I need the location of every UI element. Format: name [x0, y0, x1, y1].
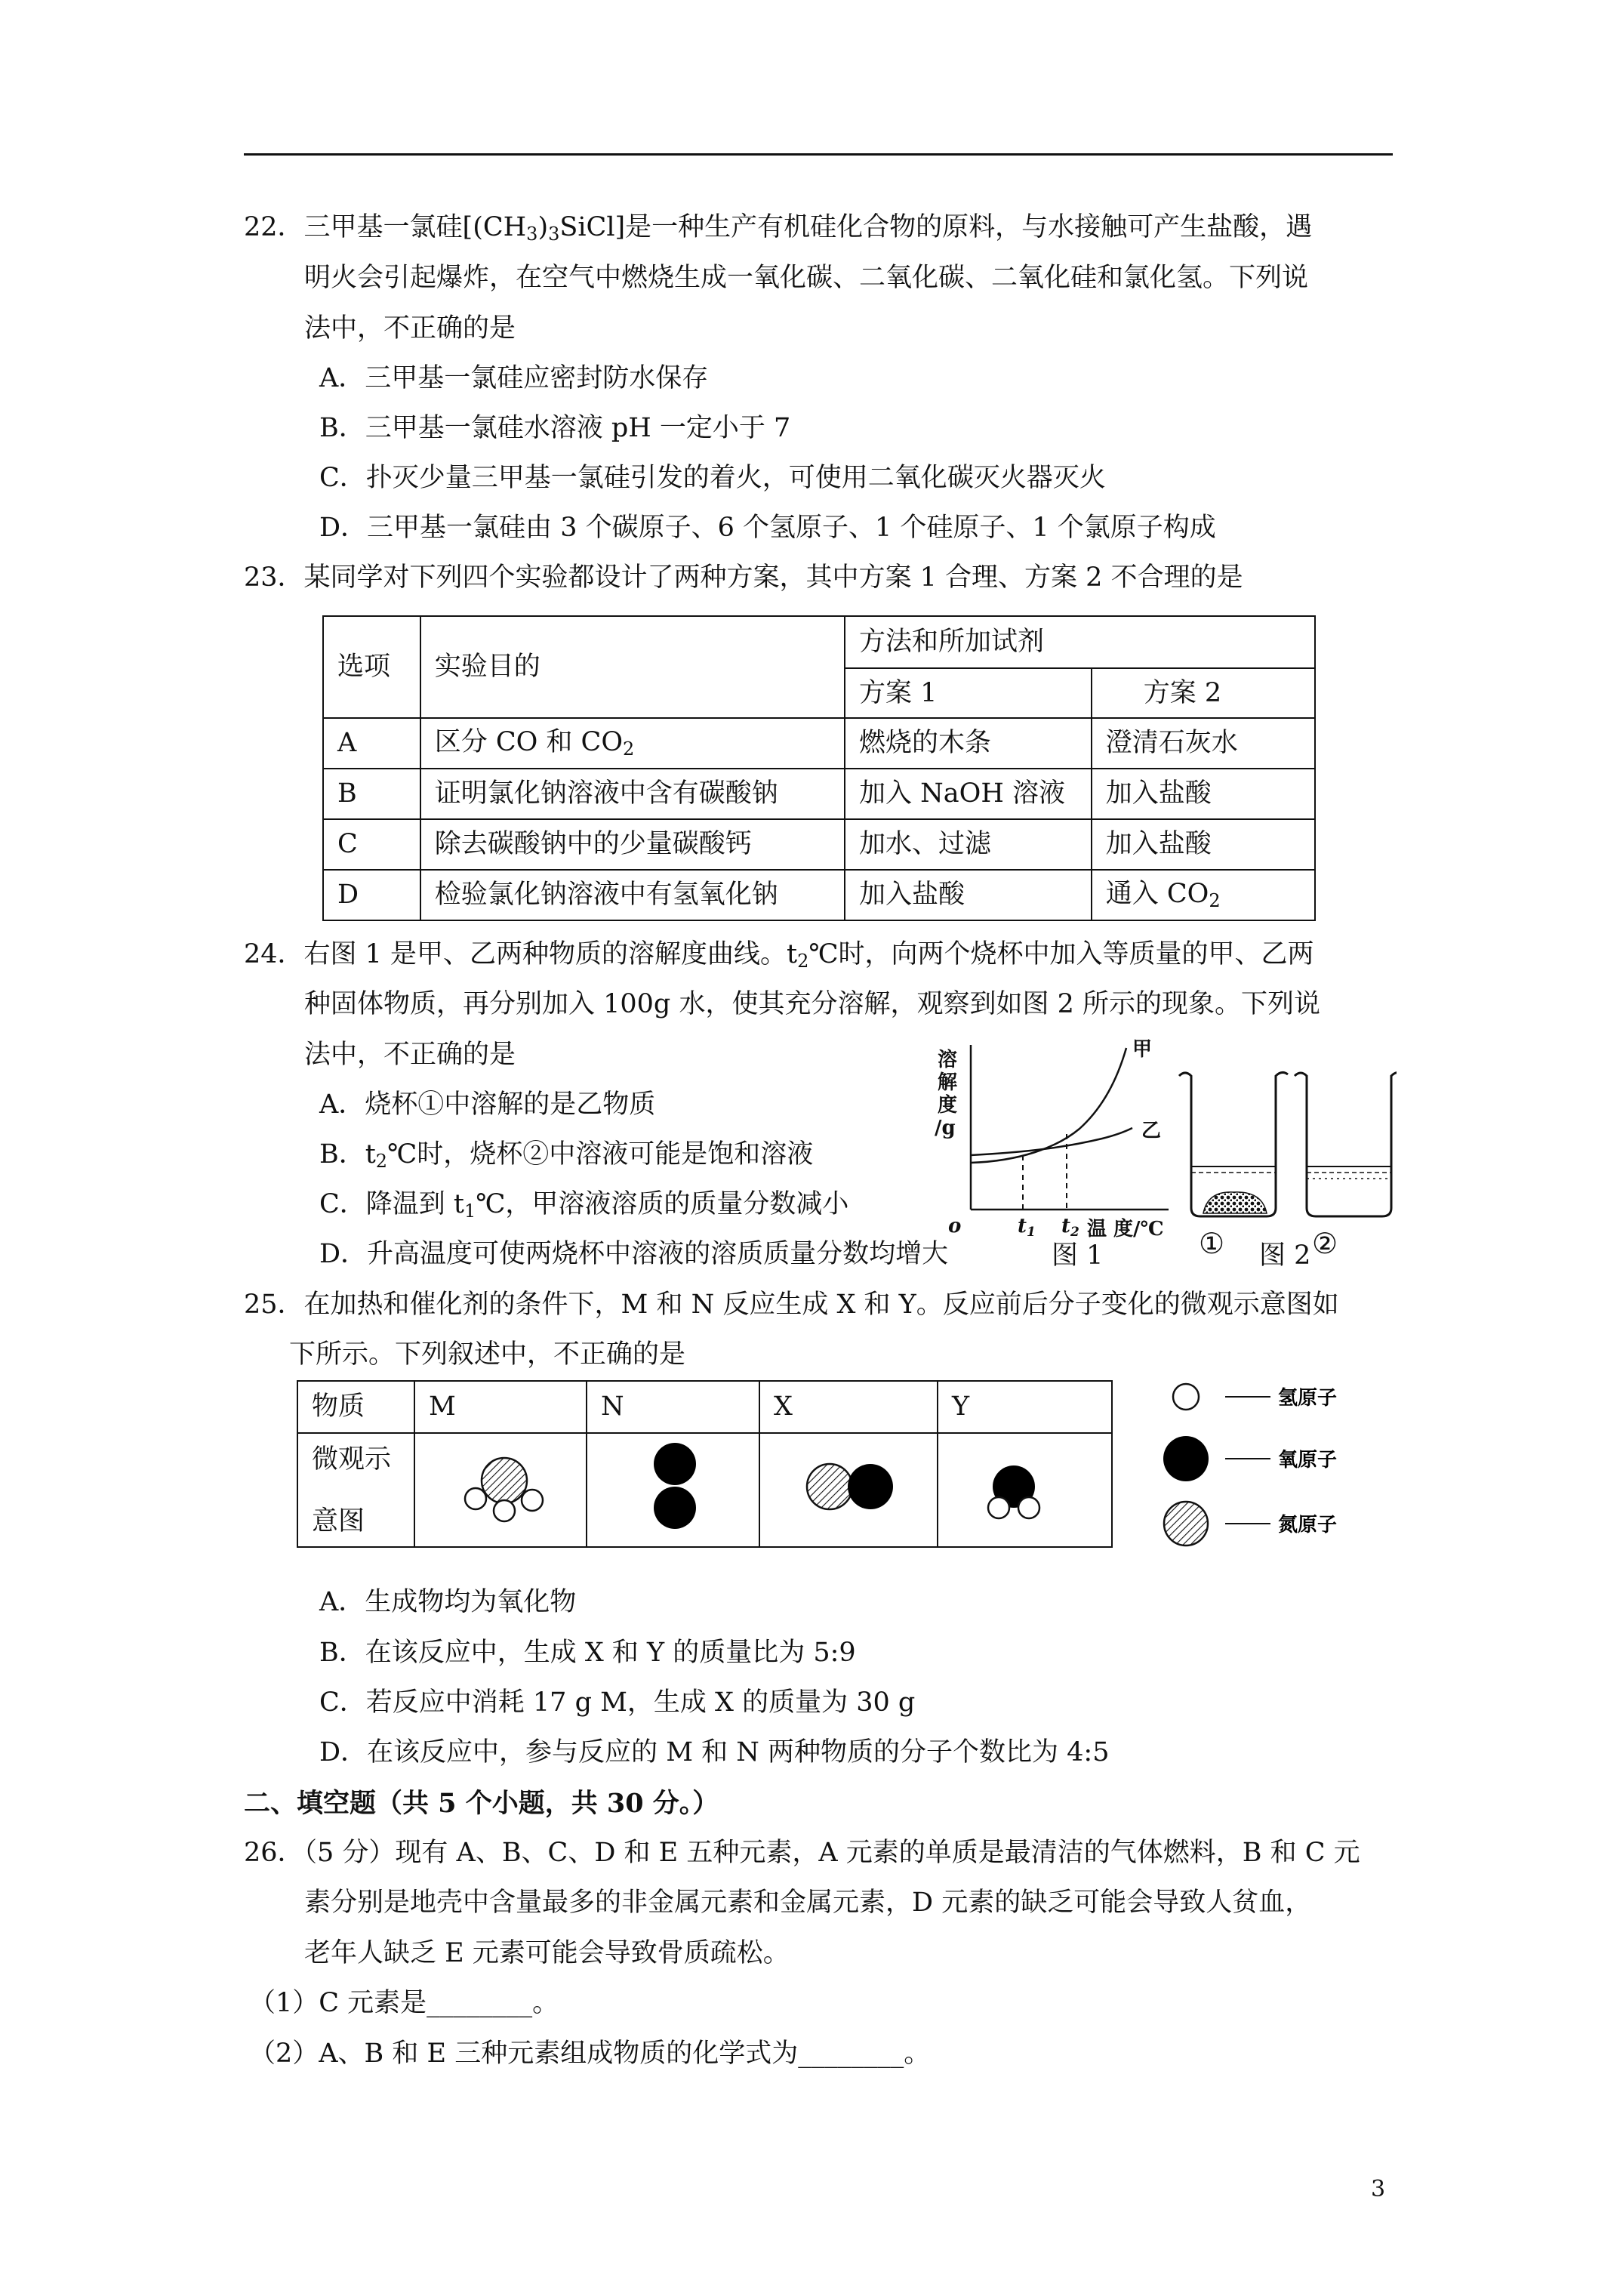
- q25-row-label-2: 意图: [312, 1505, 365, 1536]
- q23-head-method: 方法和所加试剂: [845, 616, 1315, 668]
- q22-option-b: B．三甲基一氯硅水溶液 pH 一定小于 7: [319, 413, 791, 443]
- q25-row-label: [297, 1433, 414, 1547]
- figure-1-caption: 图 1: [1052, 1240, 1104, 1271]
- graph-label-yi: 乙: [1141, 1120, 1162, 1142]
- curve-yi: [971, 1128, 1132, 1155]
- atom-legend: [1159, 1374, 1408, 1548]
- solubility-graph: [929, 1034, 1178, 1238]
- graph-ylabel-4: /g: [935, 1117, 956, 1139]
- q24-option-b-b: ℃时，烧杯②中溶液可能是饱和溶液: [387, 1139, 814, 1170]
- q25-option-a: A．生成物均为氧化物: [319, 1587, 577, 1617]
- q22-option-c: C．扑灭少量三甲基一氯硅引发的着火，可使用二氧化碳灭火器灭火: [319, 463, 1106, 493]
- section-2-heading: 二、填空题（共 5 个小题，共 30 分。）: [244, 1788, 719, 1819]
- q24-option-c-a: C．降温到 t: [319, 1189, 464, 1219]
- q23-row-a-purpose-sub: 2: [623, 738, 635, 760]
- legend-oxygen-label: 氧原子: [1278, 1449, 1338, 1472]
- q23-row-d-plan2: [1092, 870, 1315, 920]
- molecule-n-cell: [587, 1433, 759, 1547]
- beaker-1: [1179, 1072, 1288, 1216]
- q22-line2: 明火会引起爆炸，在空气中燃烧生成一氧化碳、二氧化碳、二氧化硅和氯化氢。下列说: [304, 263, 1309, 293]
- q23-row-a-opt: A: [323, 718, 420, 769]
- q23-row-a-plan1: 燃烧的木条: [845, 718, 1092, 769]
- molecule-m-cell: [414, 1433, 587, 1547]
- q24-line3: 法中，不正确的是: [304, 1040, 516, 1070]
- graph-t2: [1061, 1215, 1079, 1238]
- graph-t1: [1018, 1215, 1036, 1238]
- beaker-2-label: ②: [1312, 1227, 1338, 1260]
- q23-row-d-plan2-text: 通入 CO: [1105, 878, 1209, 909]
- q23-row-b-opt: B: [323, 769, 420, 819]
- q23-head-plan2: 方案 2: [1092, 668, 1315, 718]
- q23-table: [322, 615, 1316, 921]
- q24-option-c-sub: 1: [463, 1200, 476, 1222]
- q25-head-m: M: [414, 1381, 587, 1433]
- q22-line1-b: ): [537, 212, 549, 242]
- legend-nitrogen-symbol: [1164, 1502, 1208, 1546]
- q25-head-n: N: [587, 1381, 759, 1433]
- table-row: [323, 769, 1315, 819]
- q24-option-c-b: ℃，甲溶液溶质的质量分数减小: [476, 1189, 849, 1219]
- q25-row-label-1: 微观示: [312, 1444, 392, 1475]
- nitrogen-atom: [482, 1458, 527, 1503]
- q23-head-plan1: 方案 1: [845, 668, 1092, 718]
- hydrogen-atom: [1018, 1497, 1039, 1518]
- legend-oxygen-symbol: [1163, 1436, 1209, 1481]
- hydrogen-atom: [522, 1490, 543, 1511]
- q22-line1: [244, 214, 1312, 243]
- q26-sub2: （2）A、B 和 E 三种元素组成物质的化学式为________。: [249, 2039, 931, 2069]
- graph-ylabel-1: 溶: [938, 1049, 958, 1071]
- figure-2-caption: 图 2: [1259, 1240, 1311, 1271]
- beakers-figure: [1178, 1068, 1397, 1231]
- q26-line2: 素分别是地壳中含量最多的非金属元素和金属元素，D 元素的缺乏可能会导致人贫血，: [304, 1888, 1312, 1918]
- q26-sub1: （1）C 元素是________。: [249, 1988, 559, 2018]
- nitrogen-atom: [807, 1464, 852, 1509]
- q24-option-b-sub: 2: [375, 1151, 388, 1172]
- q23-row-d-plan1: 加入盐酸: [845, 870, 1092, 920]
- q22-sub2: 3: [548, 223, 560, 245]
- q25-head-substance: 物质: [297, 1381, 414, 1433]
- table-row: [323, 870, 1315, 920]
- q23-row-d-purpose: 检验氯化钠溶液中有氢氧化钠: [420, 870, 845, 920]
- q25-option-c: C．若反应中消耗 17 g M，生成 X 的质量为 30 g: [319, 1687, 916, 1718]
- q23-row-c-opt: C: [323, 819, 420, 870]
- graph-t1-sub: 1: [1027, 1225, 1036, 1238]
- hydrogen-atom: [988, 1497, 1009, 1518]
- q24-option-b: [319, 1139, 814, 1172]
- q23-head-purpose: 实验目的: [420, 616, 845, 718]
- q25-option-b: B．在该反应中，生成 X 和 Y 的质量比为 5:9: [319, 1638, 856, 1668]
- q23-row-c-plan1: 加水、过滤: [845, 819, 1092, 870]
- graph-ylabel-3: 度: [938, 1094, 958, 1117]
- q25-line2: 下所示。下列叙述中，不正确的是: [289, 1339, 686, 1370]
- undissolved-solid: [1203, 1192, 1267, 1213]
- q22-line1-a: 22．三甲基一氯硅[(CH: [244, 212, 527, 242]
- legend-hydrogen-symbol: [1173, 1384, 1199, 1410]
- q23-head-option: 选项: [323, 616, 420, 718]
- q25-head-x: X: [759, 1381, 938, 1433]
- q26-line1: 26．（5 分）现有 A、B、C、D 和 E 五种元素，A 元素的单质是最清洁的气体燃料，B 和 C 元: [244, 1838, 1360, 1868]
- molecule-n: [587, 1434, 759, 1541]
- q23-row-b-purpose: 证明氯化钠溶液中含有碳酸钠: [420, 769, 845, 819]
- q24-option-b-a: B．t: [319, 1139, 376, 1170]
- graph-t2-sub: 2: [1070, 1225, 1079, 1238]
- molecule-x-cell: [759, 1433, 938, 1547]
- graph-ylabel-2: 解: [938, 1071, 958, 1094]
- q25-table: [297, 1380, 1113, 1548]
- q24-option-d: D．升高温度可使两烧杯中溶液的溶质质量分数均增大: [319, 1239, 949, 1269]
- q24-option-c: [319, 1191, 848, 1220]
- q24-line1-sub: 2: [797, 951, 809, 972]
- legend-nitrogen-label: 氮原子: [1278, 1514, 1338, 1536]
- oxygen-atom: [848, 1464, 893, 1509]
- q25-head-y: Y: [938, 1381, 1112, 1433]
- oxygen-atom: [654, 1487, 696, 1529]
- page-number: 3: [1371, 2176, 1386, 2202]
- q23-row-b-plan1: 加入 NaOH 溶液: [845, 769, 1092, 819]
- q23-row-d-plan2-sub: 2: [1209, 889, 1221, 911]
- graph-origin: o: [948, 1215, 962, 1237]
- oxygen-atom: [654, 1443, 696, 1485]
- molecule-m: [415, 1434, 586, 1541]
- q23-row-c-purpose: 除去碳酸钠中的少量碳酸钙: [420, 819, 845, 870]
- header-rule: [244, 153, 1393, 156]
- q24-line1: [244, 939, 1314, 972]
- q25-line1: 25．在加热和催化剂的条件下，M 和 N 反应生成 X 和 Y。反应前后分子变化的微观示意图如: [244, 1290, 1339, 1320]
- q23-stem: 23．某同学对下列四个实验都设计了两种方案，其中方案 1 合理、方案 2 不合理的是: [244, 562, 1243, 593]
- q24-line2: 种固体物质，再分别加入 100g 水，使其充分溶解，观察到如图 2 所示的现象。下列说: [304, 989, 1320, 1019]
- q23-row-c-plan2: 加入盐酸: [1092, 819, 1315, 870]
- q23-row-b-plan2: 加入盐酸: [1092, 769, 1315, 819]
- graph-xlabel: 温 度/℃: [1087, 1218, 1164, 1238]
- graph-t1-text: t: [1018, 1215, 1027, 1237]
- molecule-y: [938, 1434, 1111, 1541]
- q25-option-d: D．在该反应中，参与反应的 M 和 N 两种物质的分子个数比为 4:5: [319, 1737, 1110, 1767]
- q23-row-d-opt: D: [323, 870, 420, 920]
- hydrogen-atom: [494, 1500, 515, 1521]
- q24-line1-b: ℃时，向两个烧杯中加入等质量的甲、乙两: [808, 939, 1314, 969]
- q23-row-a-plan2: 澄清石灰水: [1092, 718, 1315, 769]
- q24-option-a: A．烧杯①中溶解的是乙物质: [319, 1089, 656, 1120]
- curve-jia: [971, 1048, 1126, 1163]
- q24-line1-a: 24．右图 1 是甲、乙两种物质的溶解度曲线。t: [244, 939, 798, 969]
- hydrogen-atom: [465, 1488, 486, 1509]
- legend-hydrogen-label: 氢原子: [1278, 1387, 1338, 1410]
- graph-t2-text: t: [1061, 1215, 1071, 1237]
- q23-row-a-purpose-text: 区分 CO 和 CO: [434, 726, 624, 757]
- beaker-2: [1295, 1072, 1397, 1216]
- q22-option-d: D．三甲基一氯硅由 3 个碳原子、6 个氢原子、1 个硅原子、1 个氯原子构成: [319, 513, 1216, 543]
- q22-line3: 法中，不正确的是: [304, 313, 516, 344]
- q23-row-a-purpose: [420, 718, 845, 769]
- beaker-1-label: ①: [1199, 1227, 1225, 1260]
- molecule-y-cell: [938, 1433, 1112, 1547]
- q22-sub1: 3: [526, 223, 538, 245]
- table-row: [323, 718, 1315, 769]
- q22-option-a: A．三甲基一氯硅应密封防水保存: [319, 363, 709, 393]
- table-row: [323, 819, 1315, 870]
- q22-line1-c: SiCl]是一种生产有机硅化合物的原料，与水接触可产生盐酸，遇: [559, 212, 1313, 242]
- molecule-x: [760, 1434, 937, 1541]
- q26-line3: 老年人缺乏 E 元素可能会导致骨质疏松。: [304, 1938, 790, 1968]
- graph-label-jia: 甲: [1132, 1038, 1153, 1061]
